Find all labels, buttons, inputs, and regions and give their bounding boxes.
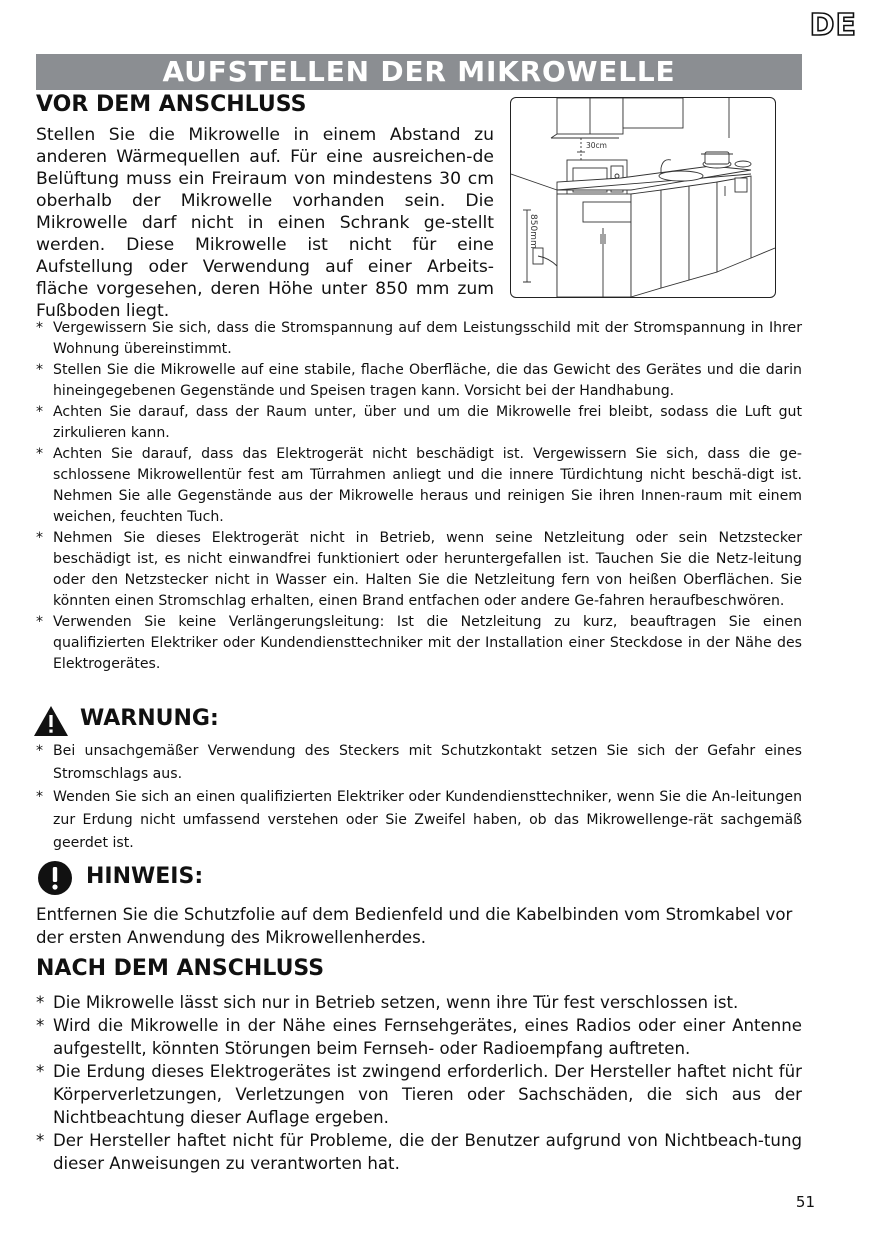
- list-item: * Verwenden Sie keine Verlängerungsleitung: Ist die Netzleitung zu kurz, beauftragen Sie einen qualifizierten Elektriker oder Kundendiensttechniker mit der Installation einer Steckdose in der Nähe des Elektrogerätes.: [36, 614, 802, 672]
- after-connection-list: [36, 991, 802, 1175]
- language-tag: DE: [809, 8, 857, 43]
- kitchen-illustration: [511, 98, 775, 297]
- page-number: 51: [795, 1193, 815, 1211]
- figure-label-850mm: 850mm: [528, 214, 538, 249]
- hint-label: HINWEIS:: [86, 864, 204, 889]
- list-item: * Nehmen Sie dieses Elektrogerät nicht in Betrieb, wenn seine Netzleitung oder sein Netzstecker beschädigt ist, es nicht einwandfrei funktioniert oder heruntergefallen ist. Tauchen Sie die Netz-leitung oder den Netzstecker nicht in Wasser ein. Halten Sie die Netzleitung fern von heißen Oberflächen. Sie könnten einen Stromschlag erhalten, einen Brand entfachen oder andere Ge-fahren heraufbeschwören.: [36, 530, 802, 609]
- list-item: * Wird die Mikrowelle in der Nähe eines Fernsehgerätes, eines Radios oder einer Antenne aufgestellt, könnten Störungen beim Fernseh- oder Radioempfang auftreten.: [36, 1016, 802, 1058]
- page-title: AUFSTELLEN DER MIKROWELLE: [36, 54, 802, 90]
- heading-before-connection: VOR DEM ANSCHLUSS: [36, 92, 307, 117]
- list-item: * Die Mikrowelle lässt sich nur in Betrieb setzen, wenn ihre Tür fest verschlossen ist.: [36, 993, 739, 1012]
- list-item: * Achten Sie darauf, dass der Raum unter, über und um die Mikrowelle frei bleibt, sodass die Luft gut zirkulieren kann.: [36, 404, 802, 441]
- warning-list: [36, 740, 802, 855]
- figure-label-30cm: 30cm: [586, 141, 607, 150]
- intro-paragraph: Stellen Sie die Mikrowelle in einem Abstand zu anderen Wärmequellen auf. Für eine ausreichen-de Belüftung muss ein Freiraum von mindestens 30 cm oberhalb der Mikrowelle vorhanden sein. Die Mikrowelle darf nicht in einen Schrank ge-stellt werden. Diese Mikrowelle ist nicht für eine Aufstellung oder Verwendung auf einer Arbeits-fläche vorgesehen, deren Höhe unter 850 mm zum Fußboden liegt.: [36, 125, 494, 321]
- list-item: * Achten Sie darauf, dass das Elektrogerät nicht beschädigt ist. Vergewissern Sie sich, dass die ge-schlossene Mikrowellentür fest am Türrahmen anliegt und die innere Türdichtung nicht beschä-digt ist. Nehmen Sie alle Gegenstände aus der Mikrowelle heraus und reinigen Sie ihren Innen-raum mit einem weichen, feuchten Tuch.: [36, 446, 802, 525]
- heading-after-connection: NACH DEM ANSCHLUSS: [36, 956, 325, 981]
- exclamation-icon: [36, 860, 74, 896]
- hint-text: Entfernen Sie die Schutzfolie auf dem Bedienfeld und die Kabelbinden vom Stromkabel vor der ersten Anwendung des Mikrowellenherdes.: [36, 905, 793, 947]
- list-item: * Die Erdung dieses Elektrogerätes ist zwingend erforderlich. Der Hersteller haftet nicht für Körperverletzungen, Verletzungen von Tieren oder Sachschäden, die sich aus der Nichtbeachtung dieser Auflage ergeben.: [36, 1062, 802, 1127]
- before-connection-list: [36, 318, 802, 675]
- warning-label: WARNUNG:: [80, 706, 219, 731]
- list-item: * Der Hersteller haftet nicht für Probleme, die der Benutzer aufgrund von Nichtbeach-tung dieser Anweisungen zu verantworten hat.: [36, 1131, 802, 1173]
- warning-triangle-icon: [32, 704, 70, 738]
- list-item: * Bei unsachgemäßer Verwendung des Steckers mit Schutzkontakt setzen Sie sich der Gefahr eines Stromschlags aus.: [36, 743, 802, 782]
- list-item: * Stellen Sie die Mikrowelle auf eine stabile, flache Oberfläche, die das Gewicht des Gerätes und die darin hineingegebenen Gegenstände und Speisen tragen kann. Vorsicht bei der Handhabung.: [36, 362, 802, 399]
- list-item: * Vergewissern Sie sich, dass die Stromspannung auf dem Leistungsschild mit der Stromspannung in Ihrer Wohnung übereinstimmt.: [36, 320, 802, 357]
- list-item: * Wenden Sie sich an einen qualifizierten Elektriker oder Kundendiensttechniker, wenn Sie die An-leitungen zur Erdung nicht umfassend verstehen oder Sie Zweifel haben, ob das Mikrowellenge-rät sachgemäß geerdet ist.: [36, 789, 802, 851]
- kitchen-installation-figure: [510, 97, 776, 298]
